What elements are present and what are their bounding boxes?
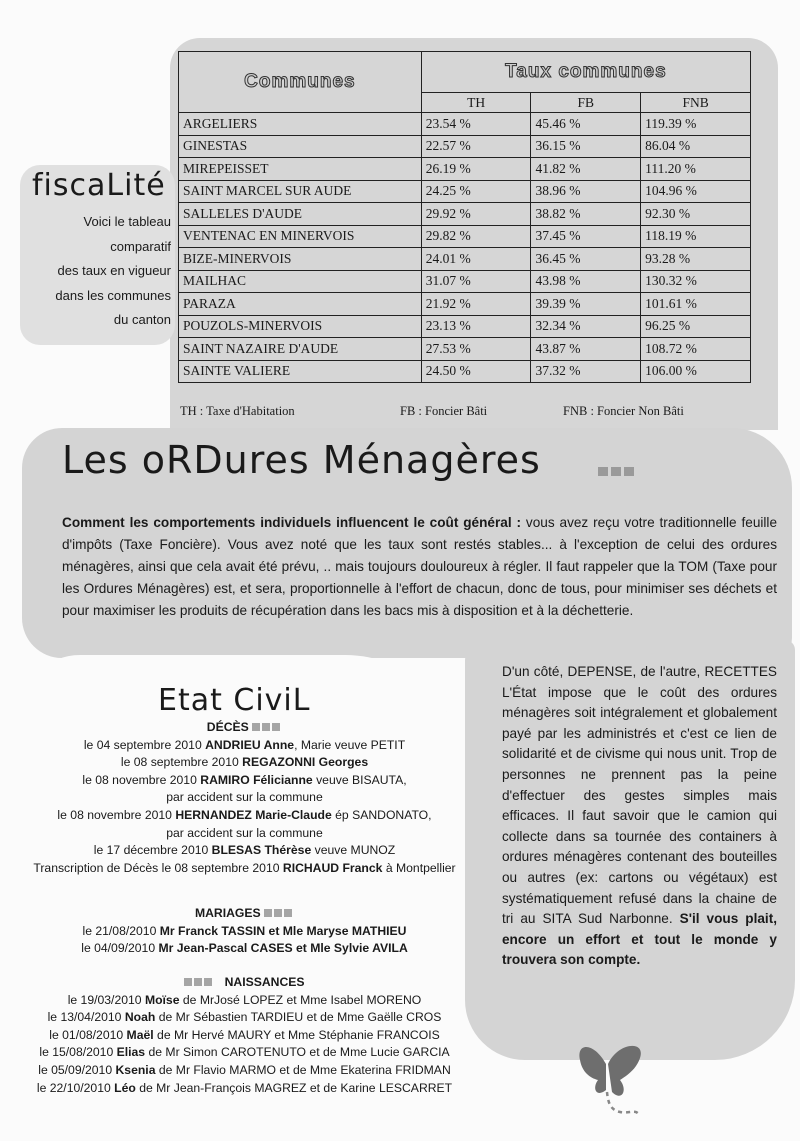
fb-cell: 41.82 % xyxy=(531,158,641,181)
deces-section xyxy=(22,719,467,877)
fb-cell: 43.87 % xyxy=(531,338,641,361)
etat-civil-title: Etat CiviL xyxy=(158,683,311,718)
list-item: le 21/08/2010 Mr Franck TASSIN et Mle Maryse MATHIEU xyxy=(82,923,407,938)
fnb-cell: 101.61 % xyxy=(641,293,751,316)
list-item: le 19/03/2010 Moïse de MrJosé LOPEZ et Mme Isabel MORENO xyxy=(67,992,422,1007)
legend-fb: FB : Foncier Bâti xyxy=(400,404,488,418)
table-row xyxy=(179,180,751,203)
square-bullets-icon xyxy=(184,974,214,992)
table-row xyxy=(179,360,751,383)
fnb-cell: 93.28 % xyxy=(641,248,751,271)
fnb-cell: 119.39 % xyxy=(641,113,751,136)
list-item: le 08 septembre 2010 REGAZONNI Georges xyxy=(120,755,369,770)
square-bullets-icon xyxy=(252,719,282,737)
table-row xyxy=(179,203,751,226)
commune-cell: ARGELIERS xyxy=(179,113,422,136)
deces-heading: DÉCÈS xyxy=(22,719,467,737)
list-item: le 22/10/2010 Léo de Mr Jean-François MAGREZ et de Karine LESCARRET xyxy=(36,1080,453,1095)
commune-cell: SALLELES D'AUDE xyxy=(179,203,422,226)
table-row xyxy=(179,225,751,248)
mariages-heading: MARIAGES xyxy=(22,905,467,923)
fb-cell: 37.32 % xyxy=(531,360,641,383)
list-item: le 13/04/2010 Noah de Mr Sébastien TARDIEU et de Mme Gaëlle CROS xyxy=(47,1010,442,1025)
commune-cell: BIZE-MINERVOIS xyxy=(179,248,422,271)
column-fb: FB xyxy=(531,93,641,113)
naissances-heading: NAISSANCES xyxy=(22,974,467,992)
ordures-title: Les oRDures Ménagères xyxy=(62,438,541,482)
th-cell: 22.57 % xyxy=(421,135,531,158)
th-cell: 29.82 % xyxy=(421,225,531,248)
fb-cell: 36.15 % xyxy=(531,135,641,158)
th-cell: 23.54 % xyxy=(421,113,531,136)
column-fnb: FNB xyxy=(641,93,751,113)
header-taux-communes: Taux communes xyxy=(421,52,750,93)
commune-cell: SAINTE VALIERE xyxy=(179,360,422,383)
square-bullets-icon xyxy=(264,905,294,923)
fnb-cell: 111.20 % xyxy=(641,158,751,181)
fnb-cell: 86.04 % xyxy=(641,135,751,158)
square-bullets-icon xyxy=(598,463,637,481)
list-item: le 05/09/2010 Ksenia de Mr Flavio MARMO et de Mme Ekaterina FRIDMAN xyxy=(38,1062,451,1077)
fb-cell: 39.39 % xyxy=(531,293,641,316)
commune-cell: GINESTAS xyxy=(179,135,422,158)
th-cell: 26.19 % xyxy=(421,158,531,181)
list-item: le 04/09/2010 Mr Jean-Pascal CASES et Mle Sylvie AVILA xyxy=(81,941,408,956)
list-item: le 08 novembre 2010 RAMIRO Félicianne veuve BISAUTA, xyxy=(82,772,407,787)
table-row xyxy=(179,158,751,181)
list-item: par accident sur la commune xyxy=(166,825,323,840)
th-cell: 27.53 % xyxy=(421,338,531,361)
legend-fnb: FNB : Foncier Non Bâti xyxy=(563,404,684,418)
ordures-paragraph: Comment les comportements individuels influencent le coût général : vous avez reçu votre traditionnelle feuille d'impôts (Taxe Foncière). Vous avez noté que les taux sont restés stables... à l'exception de celui des ordures ménagères, ainsi que cela avait été prévu, .. mais toujours douloureux à régler. Il faut rappeler que la TOM (Taxe pour les Ordures Ménagères) est, et sera, proportionnelle à l'effort de chacun, donc de tous, pour minimiser ses déchets et pour maximiser les produits de récupération dans les bacs mis à disposition et à la déchetterie. xyxy=(62,515,778,618)
th-cell: 24.01 % xyxy=(421,248,531,271)
list-item: le 08 novembre 2010 HERNANDEZ Marie-Claude ép SANDONATO, xyxy=(57,807,432,822)
fb-cell: 45.46 % xyxy=(531,113,641,136)
fb-cell: 36.45 % xyxy=(531,248,641,271)
commune-cell: POUZOLS-MINERVOIS xyxy=(179,315,422,338)
th-cell: 29.92 % xyxy=(421,203,531,226)
list-item: le 04 septembre 2010 ANDRIEU Anne, Marie veuve PETIT xyxy=(83,737,406,752)
mariages-section xyxy=(22,905,467,958)
naissances-section xyxy=(22,974,467,1097)
list-item: Transcription de Décès le 08 septembre 2010 RICHAUD Franck à Montpellier xyxy=(33,860,456,875)
legend-th: TH : Taxe d'Habitation xyxy=(180,404,295,418)
list-item: le 15/08/2010 Elias de Mr Simon CAROTENUTO et de Mme Lucie GARCIA xyxy=(39,1045,450,1060)
commune-cell: MAILHAC xyxy=(179,270,422,293)
table-row xyxy=(179,338,751,361)
fnb-cell: 106.00 % xyxy=(641,360,751,383)
fnb-cell: 118.19 % xyxy=(641,225,751,248)
table-row xyxy=(179,270,751,293)
th-cell: 24.25 % xyxy=(421,180,531,203)
fb-cell: 37.45 % xyxy=(531,225,641,248)
th-cell: 23.13 % xyxy=(421,315,531,338)
commune-cell: MIREPEISSET xyxy=(179,158,422,181)
fnb-cell: 96.25 % xyxy=(641,315,751,338)
fnb-cell: 130.32 % xyxy=(641,270,751,293)
table-row xyxy=(179,248,751,271)
list-item: le 17 décembre 2010 BLESAS Thérèse veuve MUNOZ xyxy=(93,843,396,858)
header-communes: Communes xyxy=(179,52,422,113)
fb-cell: 43.98 % xyxy=(531,270,641,293)
th-cell: 31.07 % xyxy=(421,270,531,293)
th-cell: 21.92 % xyxy=(421,293,531,316)
fnb-cell: 104.96 % xyxy=(641,180,751,203)
commune-cell: VENTENAC EN MINERVOIS xyxy=(179,225,422,248)
commune-cell: SAINT MARCEL SUR AUDE xyxy=(179,180,422,203)
butterfly-icon xyxy=(574,1040,664,1120)
table-row xyxy=(179,315,751,338)
table-row xyxy=(179,113,751,136)
column-th: TH xyxy=(421,93,531,113)
ordures-side-paragraph: D'un côté, DEPENSE, de l'autre, RECETTES L'État impose que le coût des ordures ménagères soit intégralement et globalement payé par les administrés et c'est ce lien de solidarité et de civisme qui nous unit. Trop de personnes ne prennent pas la peine d'effectuer des gestes simples mais efficaces. Il faut savoir que le camion qui collecte dans sa tournée des containers à ordures ménagères contenant des bouteilles ou autres (ex: cartons ou végétaux) est systématiquement refusé dans la chaine de tri au SITA Sud Narbonne. S'il vous plait, encore un effort et tout le monde y trouvera son compte. xyxy=(502,664,778,968)
fiscalite-title: fiscaLité xyxy=(32,168,166,203)
table-row xyxy=(179,293,751,316)
table-row xyxy=(179,135,751,158)
fb-cell: 38.82 % xyxy=(531,203,641,226)
fiscalite-description: Voici le tableau comparatif des taux en vigueur dans les communes du canton xyxy=(55,214,171,327)
commune-cell: SAINT NAZAIRE D'AUDE xyxy=(179,338,422,361)
tax-rates-table xyxy=(178,51,751,383)
fb-cell: 32.34 % xyxy=(531,315,641,338)
fnb-cell: 108.72 % xyxy=(641,338,751,361)
list-item: par accident sur la commune xyxy=(166,790,323,805)
fnb-cell: 92.30 % xyxy=(641,203,751,226)
th-cell: 24.50 % xyxy=(421,360,531,383)
commune-cell: PARAZA xyxy=(179,293,422,316)
list-item: le 01/08/2010 Maël de Mr Hervé MAURY et Mme Stéphanie FRANCOIS xyxy=(49,1027,440,1042)
fb-cell: 38.96 % xyxy=(531,180,641,203)
